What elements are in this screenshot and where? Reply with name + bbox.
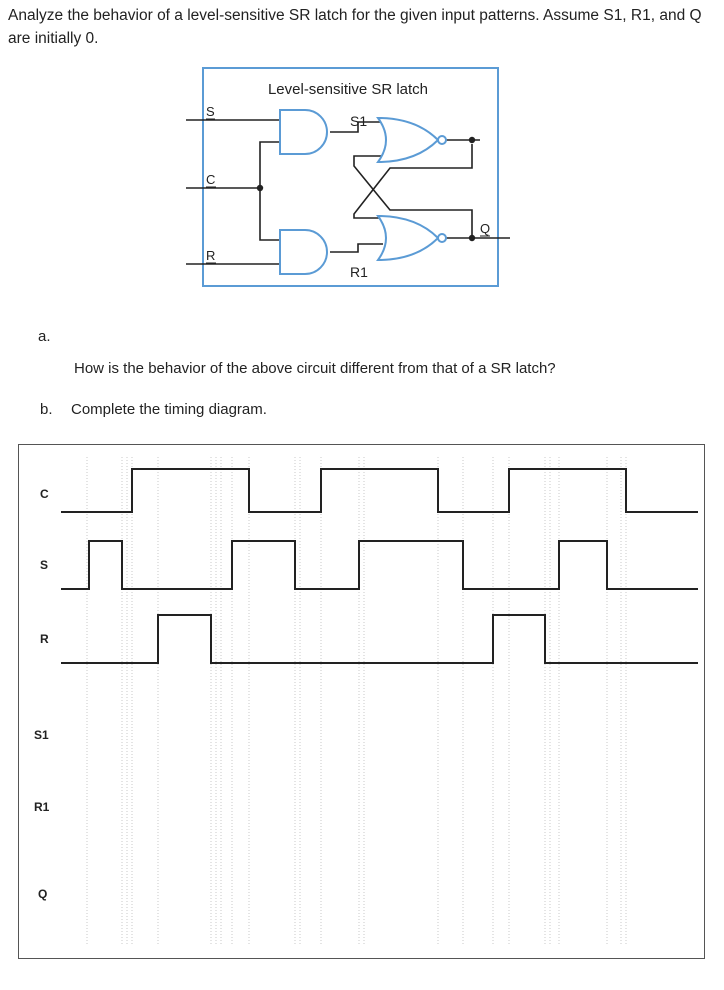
signal-label-s1: S1 [34, 728, 49, 742]
q-junction-dot [469, 235, 475, 241]
signal-label-q: Q [38, 887, 48, 901]
top-nor-gate [378, 118, 438, 162]
sr-latch-circuit [180, 62, 510, 297]
top-and-gate [280, 110, 327, 154]
bottom-and-gate [280, 230, 327, 274]
s1-label: S1 [350, 113, 368, 129]
latch-frame [203, 68, 498, 286]
timing-diagram [18, 444, 705, 959]
c-to-top-gate-wire [260, 142, 280, 188]
timing-waveforms [19, 445, 704, 958]
signal-label-s: S [40, 558, 49, 572]
waveform-s [61, 541, 698, 589]
waveform-c [61, 469, 698, 512]
c-to-bottom-gate-wire [260, 188, 280, 240]
q-output-label: Q [480, 221, 491, 236]
c-input-label: C [206, 172, 216, 187]
part-a-text: How is the behavior of the above circuit different from that of a SR latch? [74, 360, 556, 377]
signal-label-c: C [40, 487, 49, 501]
part-b-label: b. [40, 401, 53, 418]
part-b-text: Complete the timing diagram. [71, 401, 267, 418]
waveform-r [61, 615, 698, 663]
signal-label-r1: R1 [34, 800, 50, 814]
c-junction-dot [257, 185, 263, 191]
latch-title: Level-sensitive SR latch [267, 81, 429, 98]
s-input-label: S [206, 104, 215, 119]
bottom-nor-bubble [438, 234, 446, 242]
r1-wire [330, 244, 383, 252]
r1-label: R1 [350, 264, 368, 280]
top-nor-bubble [438, 136, 446, 144]
part-a-label: a. [38, 328, 51, 345]
question-text: Analyze the behavior of a level-sensitive SR latch for the given input patterns. Assume S1, R1, and Q are initially 0. [8, 7, 702, 47]
qbar-junction-dot [469, 137, 475, 143]
bottom-nor-gate [378, 216, 438, 260]
r-input-label: R [206, 248, 216, 263]
signal-label-r: R [40, 632, 49, 646]
